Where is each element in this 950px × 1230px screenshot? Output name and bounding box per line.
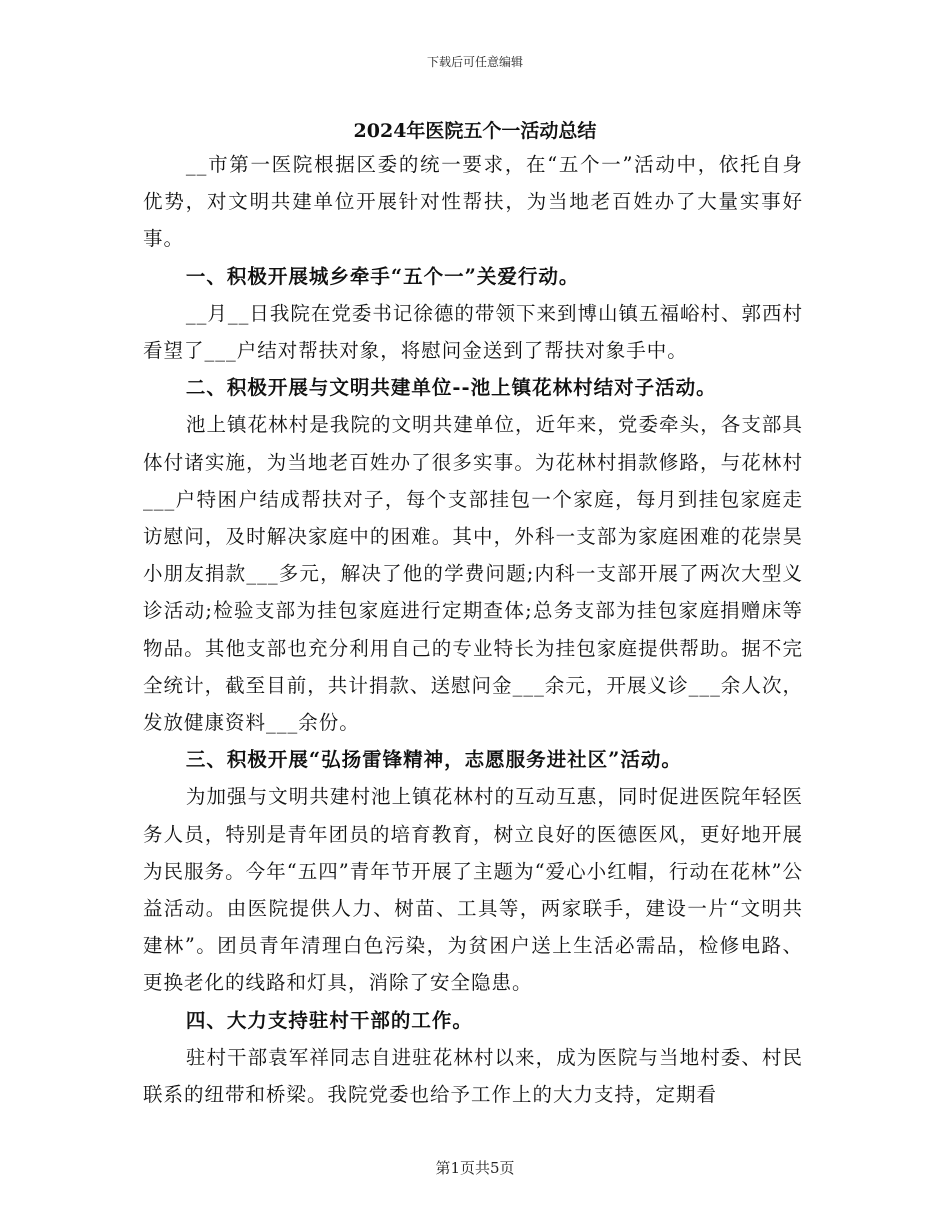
section-1-paragraph: __月__日我院在党委书记徐德的带领下来到博山镇五福峪村、郭西村看望了___户结对帮扶对象，将慰问金送到了帮扶对象手中。 xyxy=(143,301,803,363)
intro-paragraph: __市第一医院根据区委的统一要求，在“五个一”活动中，依托自身优势，对文明共建单位开展针对性帮扶，为当地老百姓办了大量实事好事。 xyxy=(143,153,803,251)
section-4-heading: 四、大力支持驻村干部的工作。 xyxy=(185,1008,473,1032)
section-2-paragraph: 池上镇花林村是我院的文明共建单位，近年来，党委牵头，各支部具体付诸实施，为当地老百姓办了很多实事。为花林村捐款修路，与花林村___户特困户结成帮扶对子，每个支部挂包一个家庭，每月到挂包家庭走访慰问，及时解决家庭中的困难。其中，外科一支部为家庭困难的花崇昊小朋友捐款___多元，解决了他的学费问题;内科一支部开展了两次大型义诊活动;检验支部为挂包家庭进行定期查体;总务支部为挂包家庭捐赠床等物品。其他支部也充分利用自己的专业特长为挂包家庭提供帮助。据不完全统计，截至目前，共计捐款、送慰问金___余元，开展义诊___余人次，发放健康资料___余份。 xyxy=(143,413,803,735)
document-title: 2024年医院五个一活动总结 xyxy=(353,120,597,142)
section-3-heading: 三、积极开展“弘扬雷锋精神，志愿服务进社区”活动。 xyxy=(185,748,682,772)
section-1-heading: 一、积极开展城乡牵手“五个一”关爱行动。 xyxy=(185,264,580,288)
section-4-paragraph: 驻村干部袁军祥同志自进驻花林村以来，成为医院与当地村委、村民联系的纽带和桥梁。我院党委也给予工作上的大力支持，定期看 xyxy=(143,1045,803,1107)
section-3-paragraph: 为加强与文明共建村池上镇花林村的互动互惠，同时促进医院年轻医务人员，特别是青年团员的培育教育，树立良好的医德医风，更好地开展为民服务。今年“五四”青年节开展了主题为“爱心小红帽，行动在花林”公益活动。由医院提供人力、树苗、工具等，两家联手，建设一片“文明共建林”。团员青年清理白色污染，为贫困户送上生活必需品，检修电路、更换老化的线路和灯具，消除了安全隐患。 xyxy=(143,785,803,995)
page-header-note: 下载后可任意编辑 xyxy=(426,55,523,69)
section-2-heading: 二、积极开展与文明共建单位--池上镇花林村结对子活动。 xyxy=(185,376,717,400)
page-footer-number: 第1页共5页 xyxy=(435,1159,515,1177)
document-body xyxy=(143,146,803,1113)
